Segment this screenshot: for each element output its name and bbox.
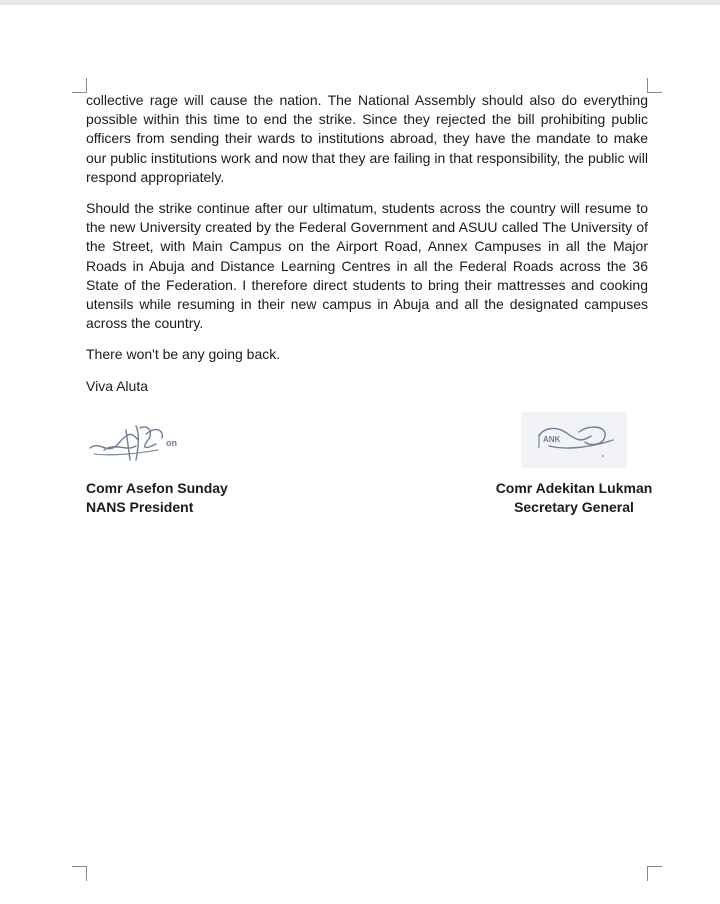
paragraph-no-going-back: There won't be any going back. (86, 346, 281, 363)
president-signature-glyph: on (166, 438, 177, 448)
president-signature-image (86, 410, 196, 470)
signatory-name: Comr Adekitan Lukman (495, 480, 653, 496)
page-corner-mark-bottom-right (647, 866, 662, 881)
letter-body (86, 91, 648, 408)
secretary-signature-image (519, 410, 629, 470)
top-edge-strip (0, 0, 720, 5)
signatory-title: Secretary General (514, 499, 634, 515)
signatory-president (86, 410, 286, 517)
signatory-secretary-general (474, 410, 674, 517)
page-corner-mark-top-left (72, 78, 87, 93)
secretary-signature-glyph: ANK (543, 435, 561, 444)
page-corner-mark-bottom-left (72, 866, 87, 881)
signatory-name: Comr Asefon Sunday (86, 480, 228, 496)
paragraph-national-assembly: collective rage will cause the nation. The National Assembly should also do everything possible within this time to end the strike. Since they rejected the bill prohibiting public officers from sending their wards to institutions abroad, they have the mandate to make our public institutions work and now that they are failing in that responsibility, the public will respond appropriately. (86, 92, 648, 185)
page-corner-mark-top-right (647, 78, 662, 93)
signatory-title: NANS President (86, 499, 194, 515)
paragraph-university-of-the-street: Should the strike continue after our ultimatum, students across the country will resume to the new University created by the Federal Government and ASUU called The University of the Street, with Main Campus on the Airport Road, Annex Campuses in all the Major Roads in Abuja and Distance Learning Centres in all the Federal Roads across the 36 State of the Federation. I therefore direct students to bring their mattresses and cooking utensils while resuming in their new campus in Abuja and all the designated campuses across the country. (86, 200, 648, 332)
closing-salutation: Viva Aluta (86, 377, 149, 394)
